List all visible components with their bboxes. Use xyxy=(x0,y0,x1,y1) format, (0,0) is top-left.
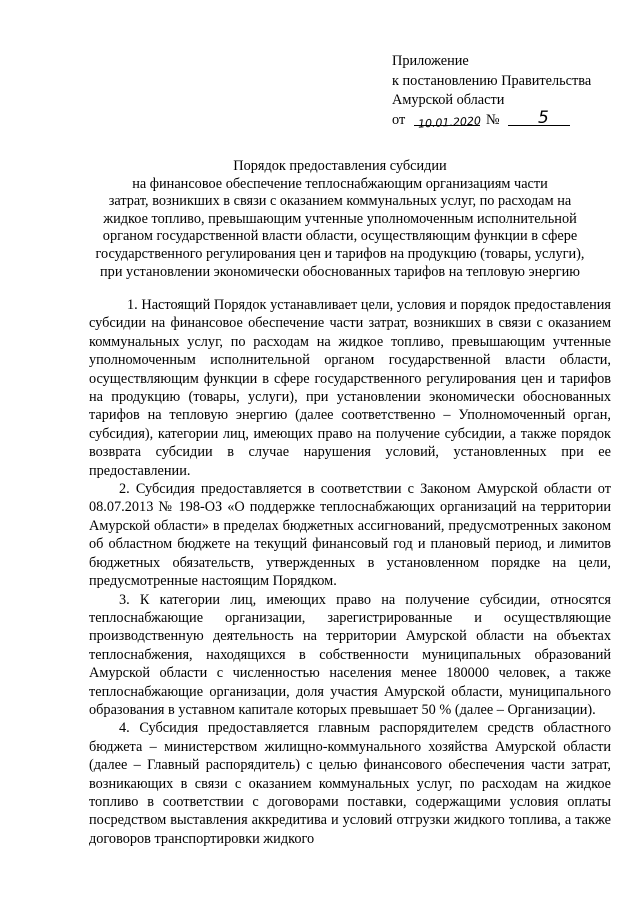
annex-header xyxy=(392,52,632,133)
title-line-1: Порядок предоставления субсидии xyxy=(233,158,447,174)
paragraph-2: 2. Субсидия предоставляется в соответствии с Законом Амурской области от 08.07.2013 № 198-ОЗ «О поддержке теплоснабжающих организаций на территории Амурской области» в пределах бюджетных ассигнований, предусмотренных законом об областном бюджете на текущий финансовый год и плановый период, и лимитов бюджетных обязательств, утвержденных в установленном порядке на цели, предусмотренные настоящим Порядком. xyxy=(89,481,611,590)
annex-title: Приложение xyxy=(392,53,469,69)
paragraph-1: 1. Настоящий Порядок устанавливает цели, условия и порядок предоставления субсидии на финансовое обеспечение части затрат, возникших в связи с оказанием коммунальных услуг, по расходам на жидкое топливо, превышающим учтенные уполномоченным исполнительной органом государственной власти области, осуществляющим функции в сфере государственного регулирования цен и тарифов на продукцию (товары, услуги), при установлении экономически обоснованных тарифов на тепловую энергию (далее соответственно – Уполномоченный орган, субсидия), категории лиц, имеющих право на получение субсидии, а также порядок возврата субсидии в случае нарушения условий, установленных при ее предоставлении. xyxy=(89,297,611,479)
title-line-4: жидкое топливо, превышающим учтенные уполномоченным исполнительной xyxy=(103,210,577,227)
title-line-5: органом государственной власти области, осуществляющим функции в сфере xyxy=(102,228,578,245)
title-line-3: затрат, возникших в связи с оказанием коммунальных услуг, по расходам на xyxy=(108,193,572,210)
title-line-7: при установлении экономически обоснованных тарифов на тепловую энергию xyxy=(100,263,580,280)
paragraph-4: 4. Субсидия предоставляется главным распорядителем средств областного бюджета – министерством жилищно-коммунального хозяйства Амурской области (далее – Главный распорядитель) с целью финансового обеспечения части затрат, возникающих в связи с оказанием коммунальных услуг, по расходам на жидкое топливо в соответствии с договорами поставки, содержащими условия оплаты посредством выставления аккредитива и условий отгрузки жидкого топлива, а также договоров транспортировки жидкого xyxy=(89,720,611,847)
paragraph-3: 3. К категории лиц, имеющих право на получение субсидии, относятся теплоснабжающие организации, зарегистрированные и осуществляющие производственную деятельность на территории Амурской области на объектах теплоснабжения, находящихся в собственности муниципальных образований Амурской области с численностью населения менее 180000 человек, а также теплоснабжающие организации, доля участия Амурской области, муниципального образования в уставном капитале которых превышает 50 % (далее – Организации). xyxy=(89,591,611,718)
document-title xyxy=(84,158,596,281)
annex-from-label: от xyxy=(392,111,406,128)
annex-number-label: № xyxy=(486,111,500,128)
title-line-6: государственного регулирования цен и тарифов на продукцию (товары, услуги), xyxy=(95,245,585,262)
handwritten-number: 5 xyxy=(538,107,549,128)
annex-region-line: Амурской области xyxy=(392,92,505,108)
annex-date-number-line xyxy=(392,107,632,133)
document-body xyxy=(89,296,611,848)
annex-resolution-line: к постановлению Правительства xyxy=(392,72,592,89)
title-line-2: на финансовое обеспечение теплоснабжающим организациям части xyxy=(132,175,548,192)
handwritten-date: 10.01.2020 xyxy=(417,113,482,131)
